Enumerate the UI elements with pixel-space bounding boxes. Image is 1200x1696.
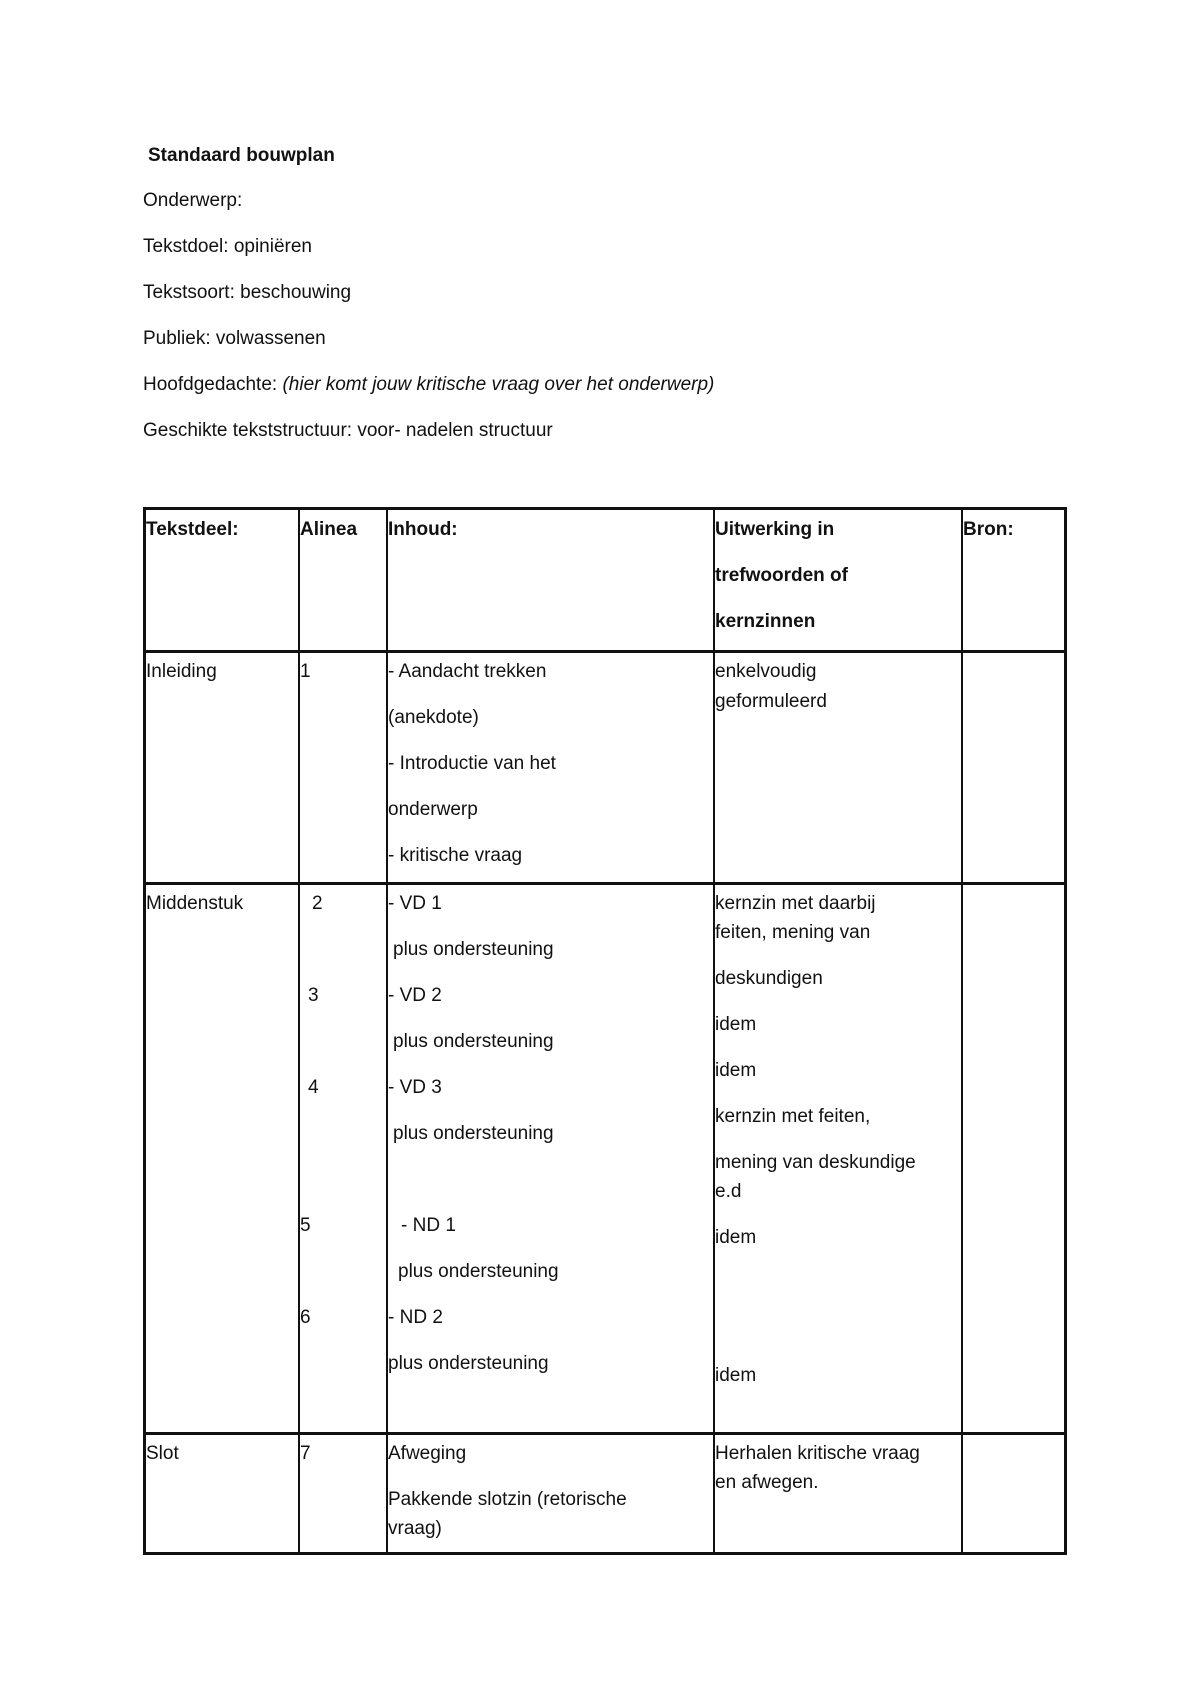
- inhoud-line: plus ondersteuning: [388, 1353, 549, 1374]
- uitwerking-line: geformuleerd: [715, 691, 827, 712]
- tekstdeel-middenstuk: Middenstuk: [146, 893, 244, 914]
- hoofdgedachte-label: Hoofdgedachte:: [143, 374, 283, 395]
- inhoud-line: - kritische vraag: [388, 845, 523, 866]
- tekstdeel-inleiding: Inleiding: [146, 661, 217, 682]
- header-uitwerking-line-3: kernzinnen: [715, 611, 816, 632]
- header-uitwerking-line-1: Uitwerking in: [715, 519, 835, 540]
- uitwerking-line: Herhalen kritische vraag: [715, 1443, 920, 1464]
- alinea-3: 3: [308, 985, 319, 1006]
- inhoud-line: plus ondersteuning: [393, 939, 554, 960]
- hoofdgedachte-value: (hier komt jouw kritische vraag over het onderwerp): [282, 374, 715, 395]
- alinea-1: 1: [300, 661, 311, 682]
- tekstdeel-slot: Slot: [146, 1443, 179, 1464]
- uitwerking-line: idem: [715, 1060, 757, 1081]
- row-divider: [146, 1432, 1064, 1435]
- uitwerking-line: idem: [715, 1365, 757, 1386]
- inhoud-line: plus ondersteuning: [393, 1123, 554, 1144]
- uitwerking-line: enkelvoudig: [715, 661, 817, 682]
- field-tekstsoort: Tekstsoort: beschouwing: [143, 282, 352, 303]
- inhoud-line: - VD 1: [388, 893, 442, 914]
- inhoud-line: - Aandacht trekken: [388, 661, 547, 682]
- alinea-6: 6: [300, 1307, 311, 1328]
- inhoud-line: onderwerp: [388, 799, 478, 820]
- uitwerking-line: e.d: [715, 1181, 742, 1202]
- inhoud-line: - ND 2: [388, 1307, 443, 1328]
- header-uitwerking-line-2: trefwoorden of: [715, 565, 848, 586]
- row-divider: [146, 650, 1064, 653]
- field-tekstdoel: Tekstdoel: opiniëren: [143, 236, 312, 257]
- alinea-4: 4: [308, 1077, 319, 1098]
- inhoud-line: Pakkende slotzin (retorische: [388, 1489, 627, 1510]
- field-tekststructuur: Geschikte tekststructuur: voor- nadelen structuur: [143, 420, 553, 441]
- alinea-5: 5: [300, 1215, 311, 1236]
- field-publiek: Publiek: volwassenen: [143, 328, 326, 349]
- header-tekstdeel: Tekstdeel:: [146, 519, 239, 540]
- page-title: Standaard bouwplan: [148, 145, 335, 166]
- header-bron: Bron:: [963, 519, 1014, 540]
- uitwerking-line: idem: [715, 1227, 757, 1248]
- alinea-7: 7: [300, 1443, 311, 1464]
- inhoud-line: - VD 3: [388, 1077, 442, 1098]
- header-alinea: Alinea: [300, 519, 358, 540]
- field-hoofdgedachte: [143, 374, 714, 396]
- uitwerking-line: en afwegen.: [715, 1472, 819, 1493]
- inhoud-line: (anekdote): [388, 707, 479, 728]
- bouwplan-table: [143, 507, 1067, 1555]
- field-onderwerp: Onderwerp:: [143, 190, 243, 211]
- uitwerking-line: kernzin met daarbij: [715, 893, 876, 914]
- inhoud-line: vraag): [388, 1518, 442, 1539]
- inhoud-line: - ND 1: [401, 1215, 456, 1236]
- inhoud-line: - Introductie van het: [388, 753, 556, 774]
- uitwerking-line: idem: [715, 1014, 757, 1035]
- header-inhoud: Inhoud:: [388, 519, 458, 540]
- inhoud-line: plus ondersteuning: [393, 1031, 554, 1052]
- inhoud-line: plus ondersteuning: [398, 1261, 559, 1282]
- row-divider: [146, 882, 1064, 885]
- uitwerking-line: mening van deskundige: [715, 1152, 916, 1173]
- column-divider: [961, 510, 963, 1552]
- uitwerking-line: deskundigen: [715, 968, 823, 989]
- inhoud-line: Afweging: [388, 1443, 467, 1464]
- inhoud-line: - VD 2: [388, 985, 442, 1006]
- uitwerking-line: feiten, mening van: [715, 922, 871, 943]
- uitwerking-line: kernzin met feiten,: [715, 1106, 871, 1127]
- alinea-2: 2: [312, 893, 323, 914]
